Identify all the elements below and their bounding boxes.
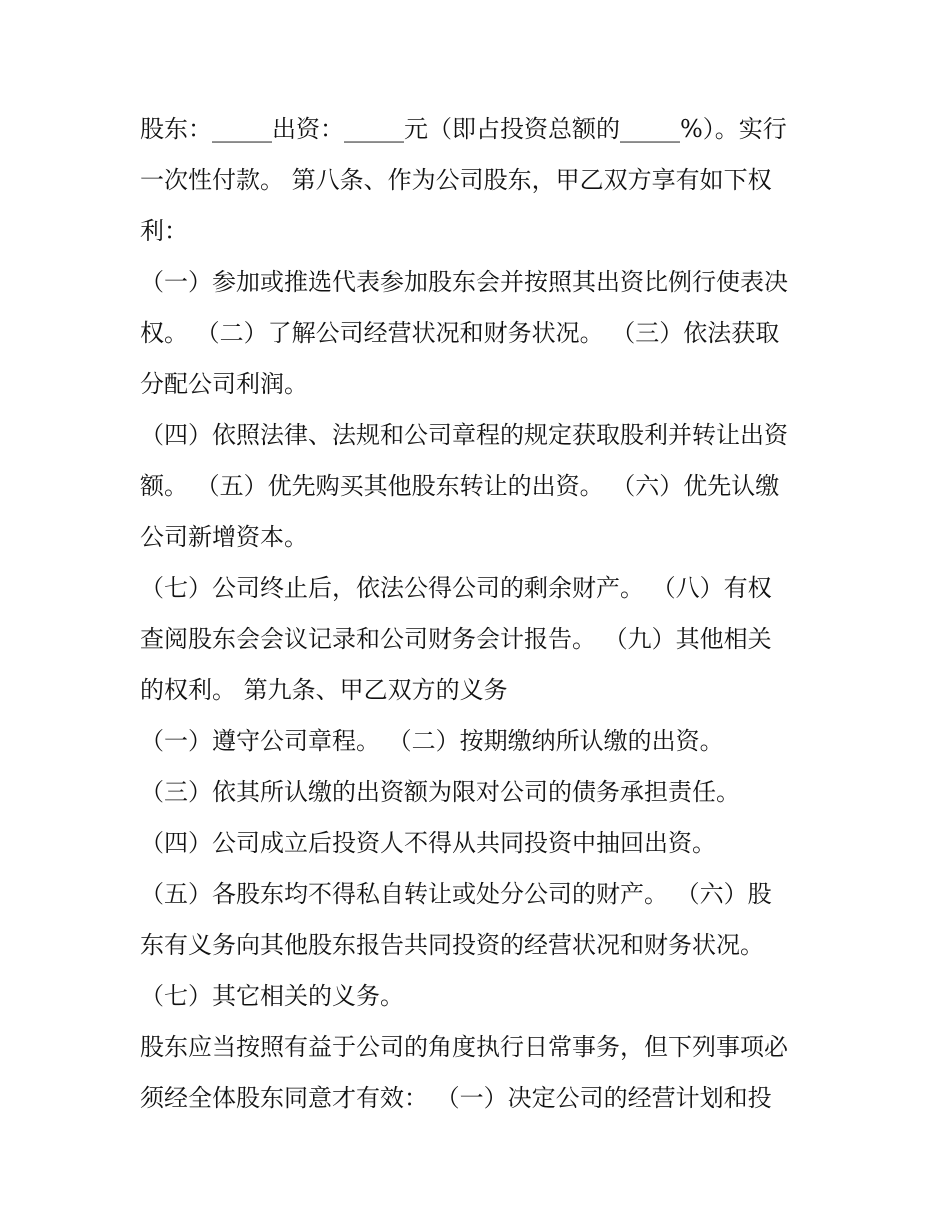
text-line: （四）公司成立后投资人不得从共同投资中抽回出资。 xyxy=(140,829,716,857)
text-line: （四）依照法律、法规和公司章程的规定获取股利并转让出资 xyxy=(140,421,788,449)
text-line: 额。 （五）优先购买其他股东转让的出资。 （六）优先认缴 xyxy=(140,472,780,500)
text-line: 须经全体股东同意才有效： （一）决定公司的经营计划和投 xyxy=(140,1084,772,1112)
text-line: （三）依其所认缴的出资额为限对公司的债务承担责任。 xyxy=(140,778,740,806)
body-text xyxy=(140,104,820,1124)
text-line: 东有义务向其他股东报告共同投资的经营状况和财务状况。 xyxy=(140,931,764,959)
text-line: 的权利。 第九条、甲乙双方的义务 xyxy=(140,676,508,704)
text-line: 利： xyxy=(140,217,188,245)
text-line: 一次性付款。 第八条、作为公司股东，甲乙双方享有如下权 xyxy=(140,166,772,194)
text-line: （七）其它相关的义务。 xyxy=(140,982,404,1010)
text-line: 公司新增资本。 xyxy=(140,523,308,551)
text-line: 查阅股东会会议记录和公司财务会计报告。 （九）其他相关 xyxy=(140,625,772,653)
text-line: （五）各股东均不得私自转让或处分公司的财产。 （六）股 xyxy=(140,880,772,908)
text-line: 股东：_____出资：_____元（即占投资总额的_____%）。实行 xyxy=(140,115,787,143)
text-line: 股东应当按照有益于公司的角度执行日常事务，但下列事项必 xyxy=(140,1033,788,1061)
text-line: （一）参加或推选代表参加股东会并按照其出资比例行使表决 xyxy=(140,268,788,296)
text-line: （七）公司终止后，依法公得公司的剩余财产。 （八）有权 xyxy=(140,574,772,602)
text-line: （一）遵守公司章程。 （二）按期缴纳所认缴的出资。 xyxy=(140,727,724,755)
text-line: 分配公司利润。 xyxy=(140,370,308,398)
text-line: 权。 （二）了解公司经营状况和财务状况。 （三）依法获取 xyxy=(140,319,780,347)
